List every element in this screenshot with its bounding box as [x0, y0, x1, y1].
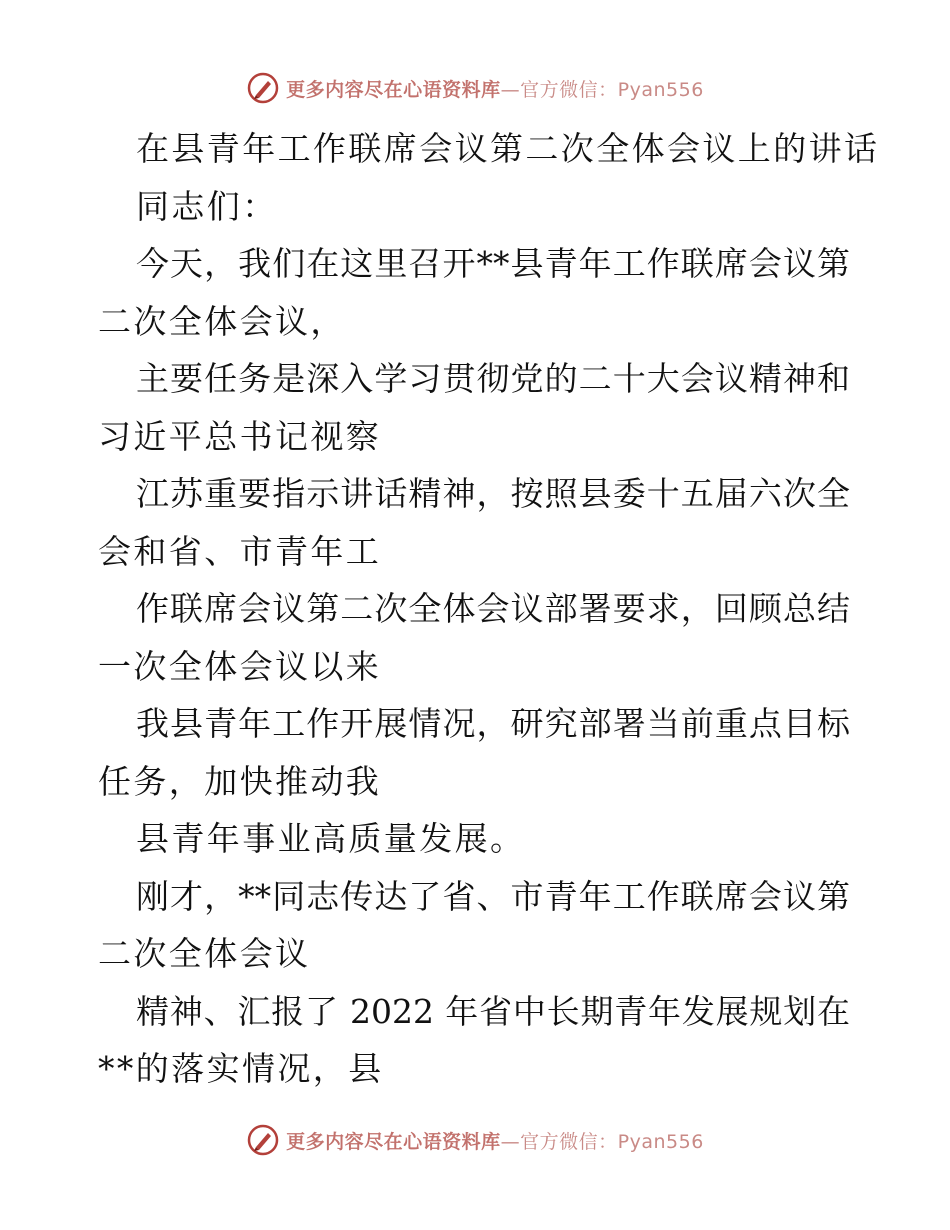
paragraph-line: 二次全体会议，	[98, 301, 346, 341]
paragraph-line: 县青年事业高质量发展。	[136, 819, 526, 858]
watermark-text	[286, 75, 704, 102]
paragraph-line: 一次全体会议以来	[98, 646, 382, 686]
paragraph-line: 二次全体会议	[98, 934, 311, 973]
watermark-wechat: 官方微信：Pyan556	[520, 78, 704, 101]
paragraph-line: 刚才，**同志传达了省、市青年工作联席会议第	[136, 876, 850, 916]
watermark-brand: 更多内容尽在心语资料库	[286, 78, 501, 101]
paragraph-line: 江苏重要指示讲话精神，按照县委十五届六次全	[136, 474, 850, 513]
paragraph-line: 主要任务是深入学习贯彻党的二十大会议精神和	[136, 359, 850, 398]
watermark-separator: —	[500, 78, 521, 101]
paragraph-line: 习近平总书记视察	[98, 416, 382, 456]
watermark-separator: —	[500, 1130, 521, 1153]
document-body	[98, 120, 880, 1098]
paragraph-line: 会和省、市青年工	[98, 531, 382, 571]
paragraph-line: 我县青年工作开展情况，研究部署当前重点目标	[136, 704, 850, 743]
paragraph-line: 作联席会议第二次全体会议部署要求，回顾总结	[136, 589, 850, 628]
paragraph-line: **的落实情况，县	[98, 1049, 384, 1088]
watermark-wechat: 官方微信：Pyan556	[520, 1130, 704, 1153]
watermark-header	[0, 68, 950, 108]
paragraph-line: 精神、汇报了 2022 年省中长期青年发展规划在	[136, 991, 850, 1031]
salutation: 同志们：	[136, 186, 278, 226]
paragraph-line: 今天，我们在这里召开**县青年工作联席会议第	[136, 244, 850, 283]
watermark-footer	[0, 1120, 950, 1160]
paragraph-line: 任务，加快推动我	[98, 761, 382, 801]
pen-circle-logo-icon	[246, 71, 280, 105]
pen-circle-logo-icon	[246, 1123, 280, 1157]
watermark-text	[286, 1127, 704, 1154]
document-title: 在县青年工作联席会议第二次全体会议上的讲话	[136, 129, 880, 168]
watermark-brand: 更多内容尽在心语资料库	[286, 1130, 501, 1153]
